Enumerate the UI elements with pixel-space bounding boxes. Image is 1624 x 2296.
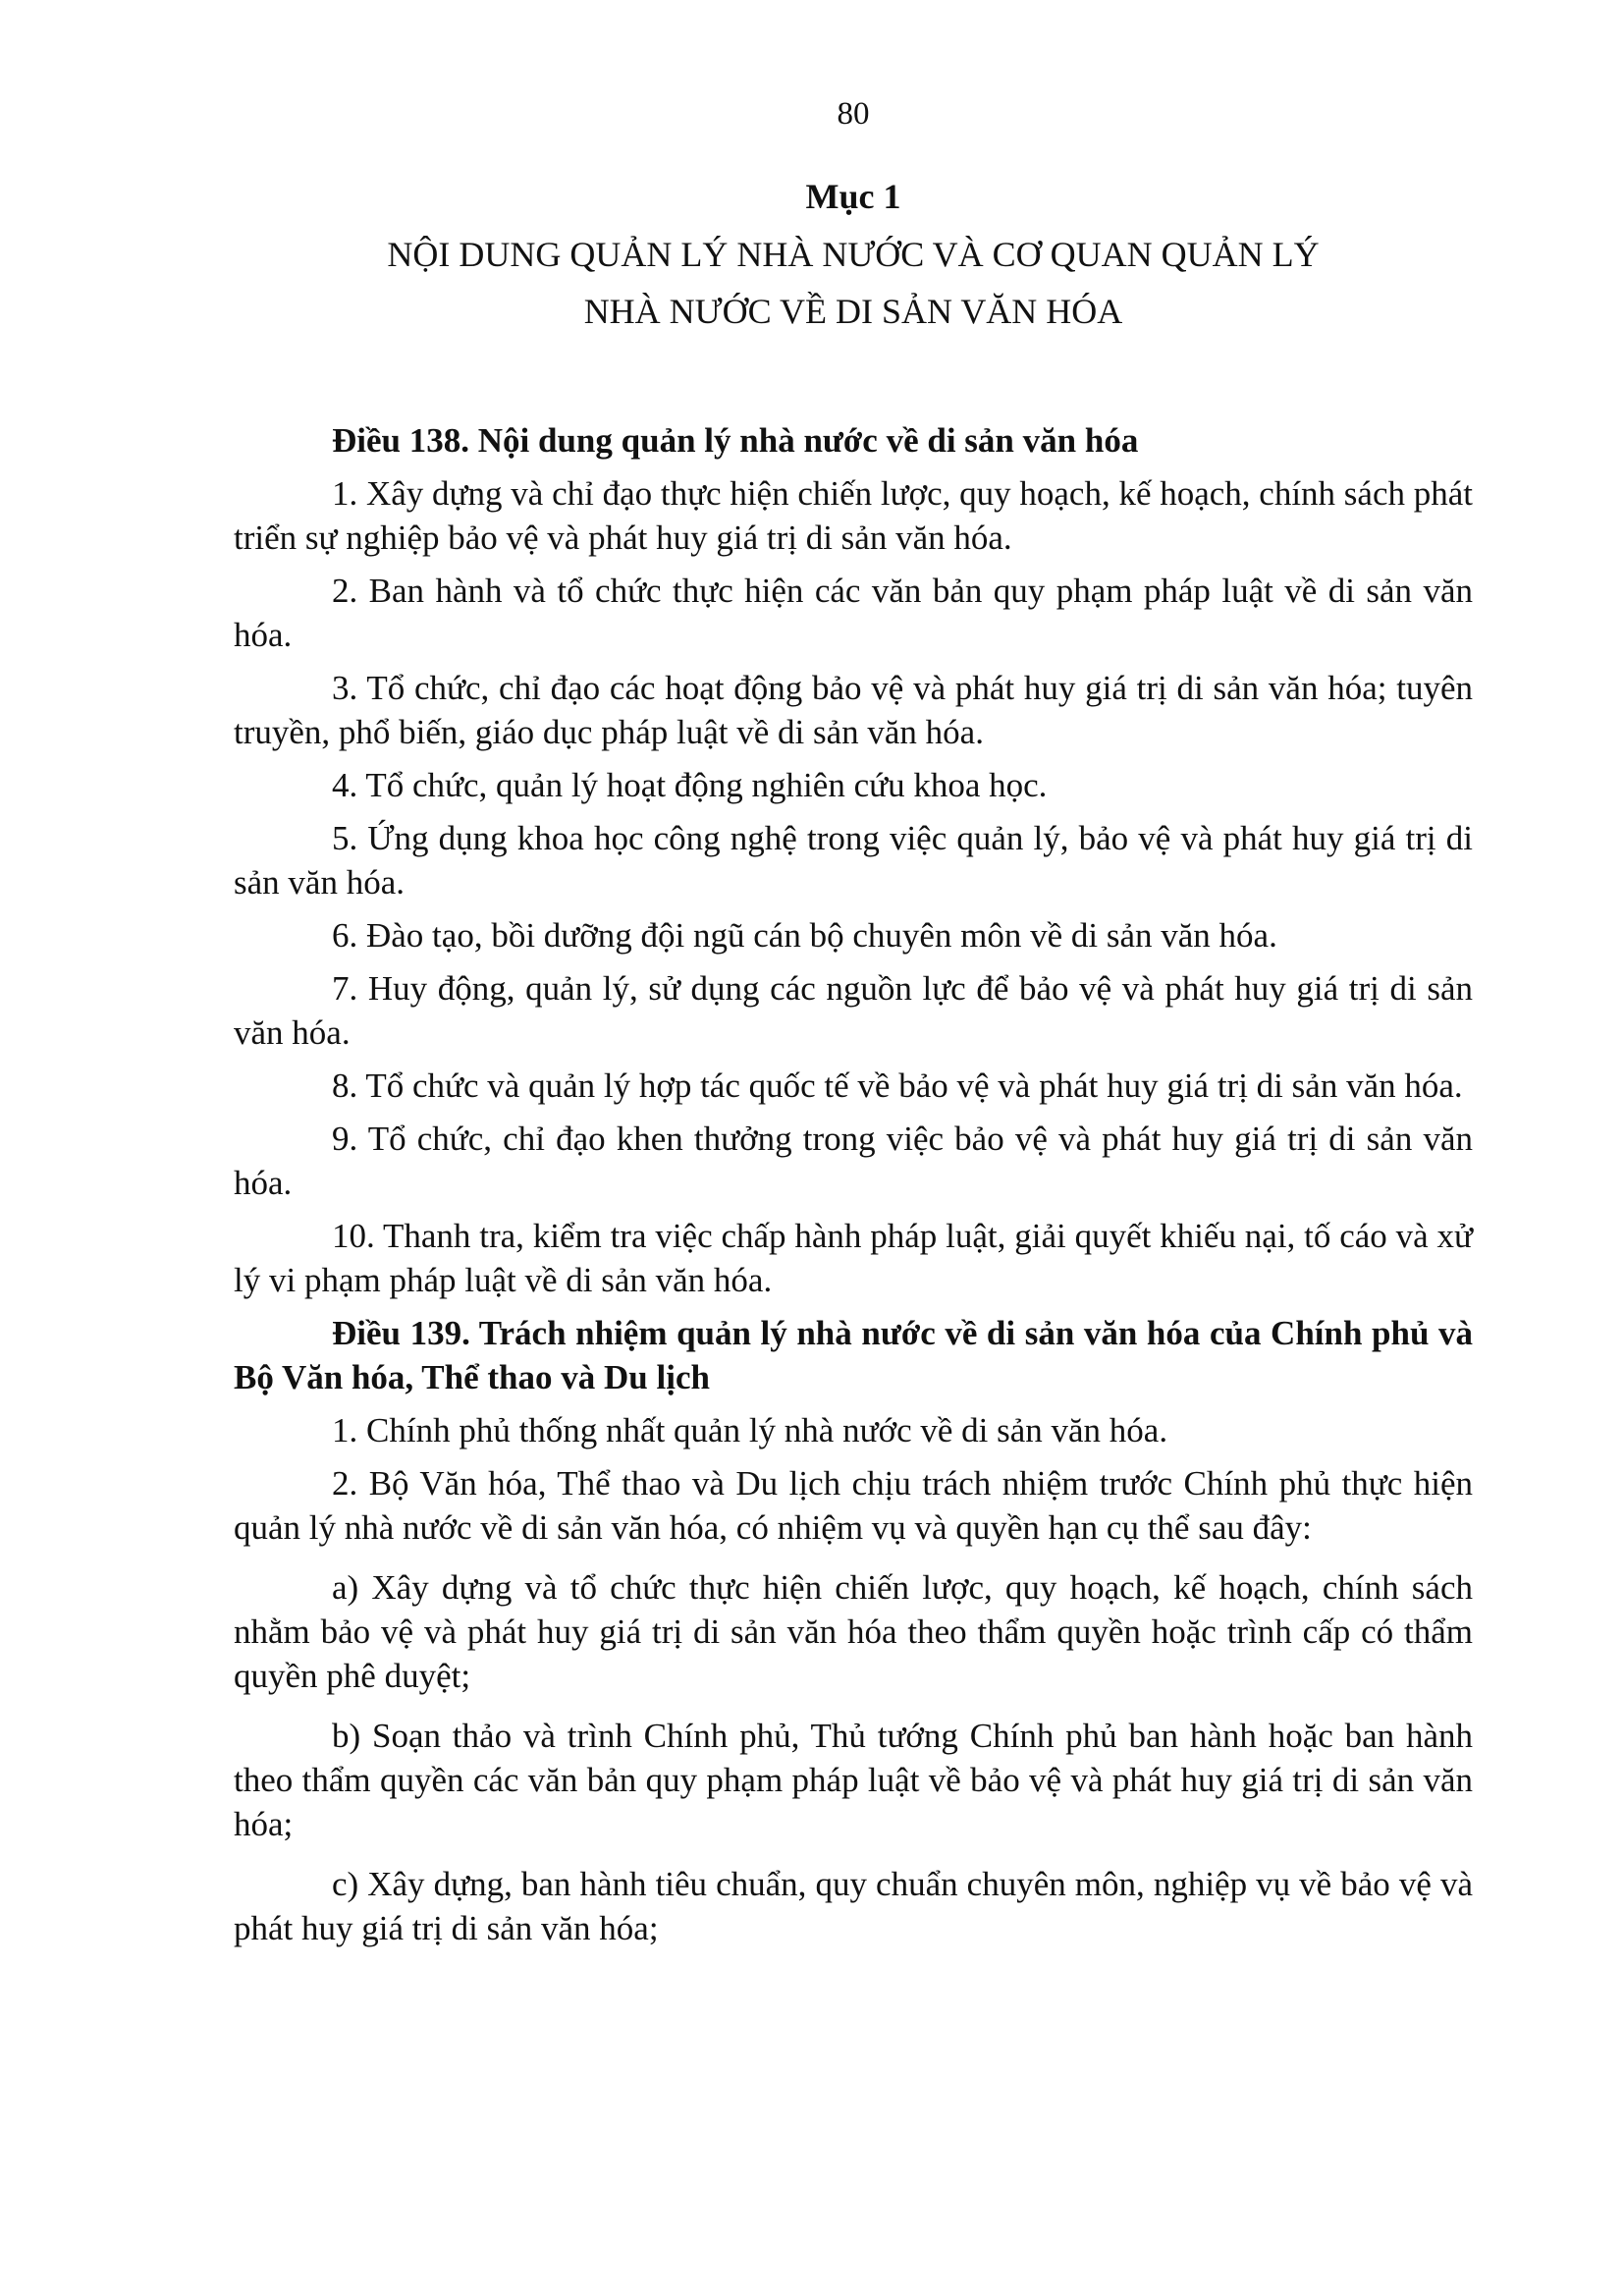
section-title-line-2: NHÀ NƯỚC VỀ DI SẢN VĂN HÓA — [583, 292, 1123, 331]
article-138-item: 2. Ban hành và tổ chức thực hiện các văn bản quy phạm pháp luật về di sản văn hóa. — [234, 572, 1473, 654]
article-138-item: 8. Tổ chức và quản lý hợp tác quốc tế về bảo vệ và phát huy giá trị di sản văn hóa. — [332, 1066, 1463, 1105]
section-title-line-1: NỘI DUNG QUẢN LÝ NHÀ NƯỚC VÀ CƠ QUAN QUẢN LÝ — [387, 235, 1320, 274]
article-139-item: c) Xây dựng, ban hành tiêu chuẩn, quy chuẩn chuyên môn, nghiệp vụ về bảo vệ và phát huy giá trị di sản văn hóa; — [234, 1865, 1473, 1947]
article-138-item: 7. Huy động, quản lý, sử dụng các nguồn lực để bảo vệ và phát huy giá trị di sản văn hóa. — [234, 969, 1473, 1052]
article-138-item: 3. Tổ chức, chỉ đạo các hoạt động bảo vệ và phát huy giá trị di sản văn hóa; tuyên truyền, phổ biến, giáo dục pháp luật về di sản văn hóa. — [234, 669, 1473, 751]
document-body — [234, 418, 1473, 1959]
article-138-item: 6. Đào tạo, bồi dưỡng đội ngũ cán bộ chuyên môn về di sản văn hóa. — [332, 916, 1277, 955]
article-138-title: Điều 138. Nội dung quản lý nhà nước về di sản văn hóa — [332, 421, 1139, 460]
article-139-title: Điều 139. Trách nhiệm quản lý nhà nước về di sản văn hóa của Chính phủ và Bộ Văn hóa, Thể thao và Du lịch — [234, 1314, 1473, 1396]
article-138-item: 1. Xây dựng và chỉ đạo thực hiện chiến lược, quy hoạch, kế hoạch, chính sách phát triển sự nghiệp bảo vệ và phát huy giá trị di sản văn hóa. — [234, 474, 1474, 557]
article-138-item: 10. Thanh tra, kiểm tra việc chấp hành pháp luật, giải quyết khiếu nại, tố cáo và xử lý vi phạm pháp luật về di sản văn hóa. — [234, 1217, 1473, 1299]
article-139-item: 2. Bộ Văn hóa, Thể thao và Du lịch chịu trách nhiệm trước Chính phủ thực hiện quản lý nhà nước về di sản văn hóa, có nhiệm vụ và quyền hạn cụ thể sau đây: — [234, 1464, 1473, 1547]
article-138-item: 5. Ứng dụng khoa học công nghệ trong việc quản lý, bảo vệ và phát huy giá trị di sản văn hóa. — [234, 819, 1473, 902]
page-number: 80 — [837, 96, 870, 132]
article-139-item: a) Xây dựng và tổ chức thực hiện chiến lược, quy hoạch, kế hoạch, chính sách nhằm bảo vệ và phát huy giá trị di sản văn hóa theo thẩm quyền hoặc trình cấp có thẩm quyền phê duyệt; — [234, 1568, 1473, 1695]
article-139-item: 1. Chính phủ thống nhất quản lý nhà nước về di sản văn hóa. — [332, 1411, 1168, 1449]
article-139-item: b) Soạn thảo và trình Chính phủ, Thủ tướng Chính phủ ban hành hoặc ban hành theo thẩm quyền các văn bản quy phạm pháp luật về bảo vệ và phát huy giá trị di sản văn hóa; — [234, 1717, 1473, 1843]
section-label: Mục 1 — [805, 177, 901, 216]
section-heading — [234, 175, 1473, 340]
article-138-item: 4. Tổ chức, quản lý hoạt động nghiên cứu khoa học. — [332, 766, 1048, 804]
article-138-item: 9. Tổ chức, chỉ đạo khen thưởng trong việc bảo vệ và phát huy giá trị di sản văn hóa. — [234, 1120, 1473, 1202]
